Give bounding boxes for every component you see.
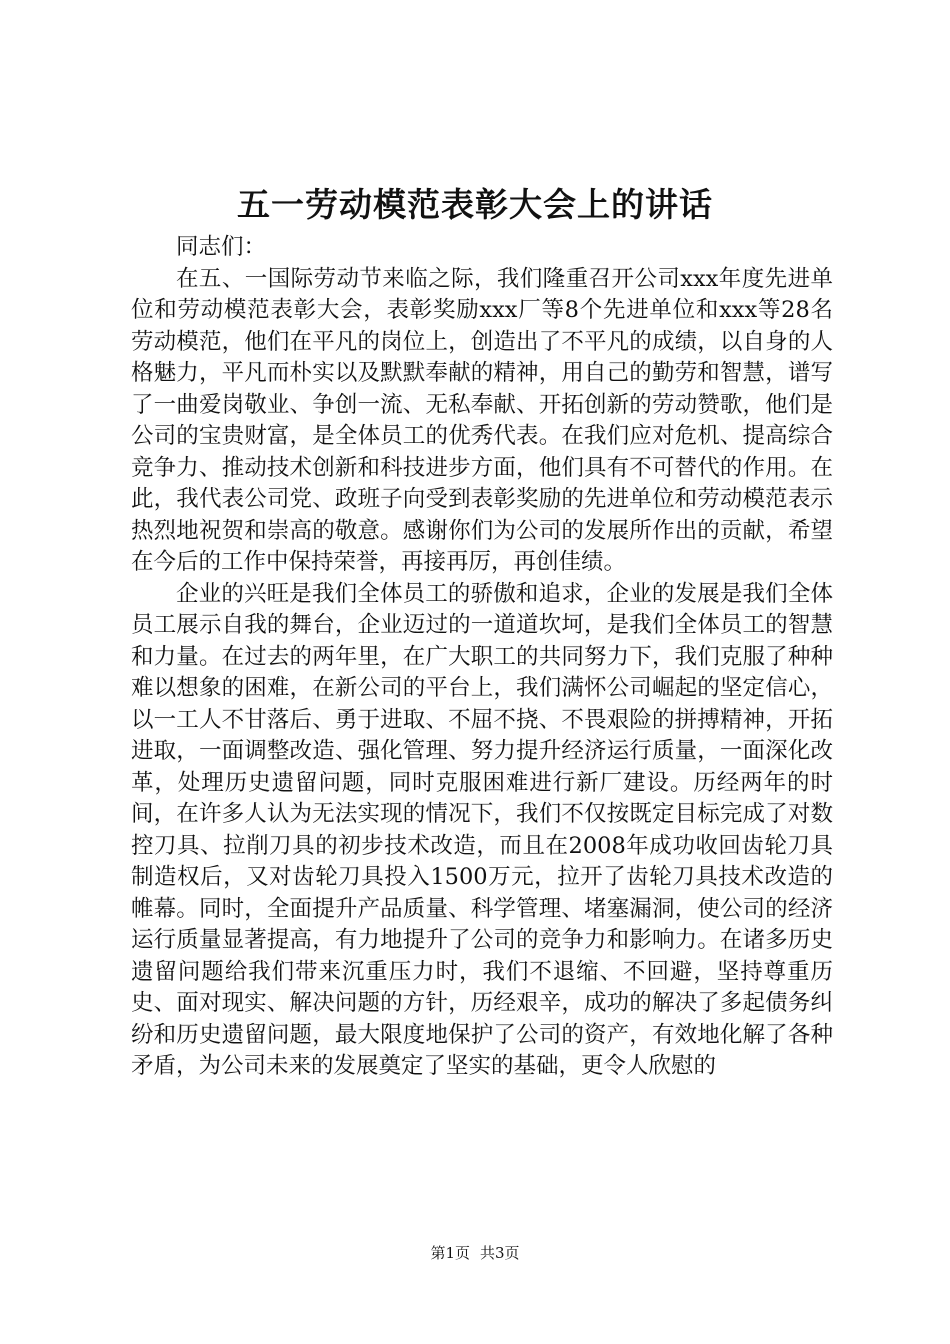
page-number: 第1页 bbox=[430, 1244, 470, 1262]
page-footer bbox=[0, 1242, 950, 1264]
paragraph-2: 企业的兴旺是我们全体员工的骄傲和追求，企业的发展是我们全体员工展示自我的舞台，企业迈过的一道道坎坷，是我们全体员工的智慧和力量。在过去的两年里，在广大职工的共同努力下，我们克服了种种难以想象的困难，在新公司的平台上，我们满怀公司崛起的坚定信心，以一工人不甘落后、勇于进取、不屈不挠、不畏艰险的拼搏精神，开拓进取，一面调整改造、强化管理、努力提升经济运行质量，一面深化改革，处理历史遗留问题，同时克服困难进行新厂建设。历经两年的时间，在许多人认为无法实现的情况下，我们不仅按既定目标完成了对数控刀具、拉削刀具的初步技术改造，而且在2008年成功收回齿轮刀具制造权后，又对齿轮刀具投入1500万元，拉开了齿轮刀具技术改造的帷幕。同时，全面提升产品质量、科学管理、堵塞漏洞，使公司的经济运行质量显著提高，有力地提升了公司的竞争力和影响力。在诸多历史遗留问题给我们带来沉重压力时，我们不退缩、不回避，坚持尊重历史、面对现实、解决问题的方针，历经艰辛，成功的解决了多起债务纠纷和历史遗留问题，最大限度地保护了公司的资产，有效地化解了各种矛盾，为公司未来的发展奠定了坚实的基础，更令人欣慰的 bbox=[131, 580, 833, 1079]
page-total: 共3页 bbox=[480, 1244, 520, 1262]
document-title: 五一劳动模范表彰大会上的讲话 bbox=[237, 185, 713, 224]
document-body bbox=[131, 232, 833, 1083]
salutation: 同志们： bbox=[176, 234, 267, 260]
paragraph-1: 在五、一国际劳动节来临之际，我们隆重召开公司xxx年度先进单位和劳动模范表彰大会，表彰奖励xxx厂等8个先进单位和xxx等28名劳动模范，他们在平凡的岗位上，创造出了不平凡的成绩，以自身的人格魅力，平凡而朴实以及默默奉献的精神，用自己的勤劳和智慧，谱写了一曲爱岗敬业、争创一流、无私奉献、开拓创新的劳动赞歌，他们是公司的宝贵财富，是全体员工的优秀代表。在我们应对危机、提高综合竞争力、推动技术创新和科技进步方面，他们具有不可替代的作用。在此，我代表公司党、政班子向受到表彰奖励的先进单位和劳动模范表示热烈地祝贺和崇高的敬意。感谢你们为公司的发展所作出的贡献，希望在今后的工作中保持荣誉，再接再厉，再创佳绩。 bbox=[131, 265, 833, 575]
